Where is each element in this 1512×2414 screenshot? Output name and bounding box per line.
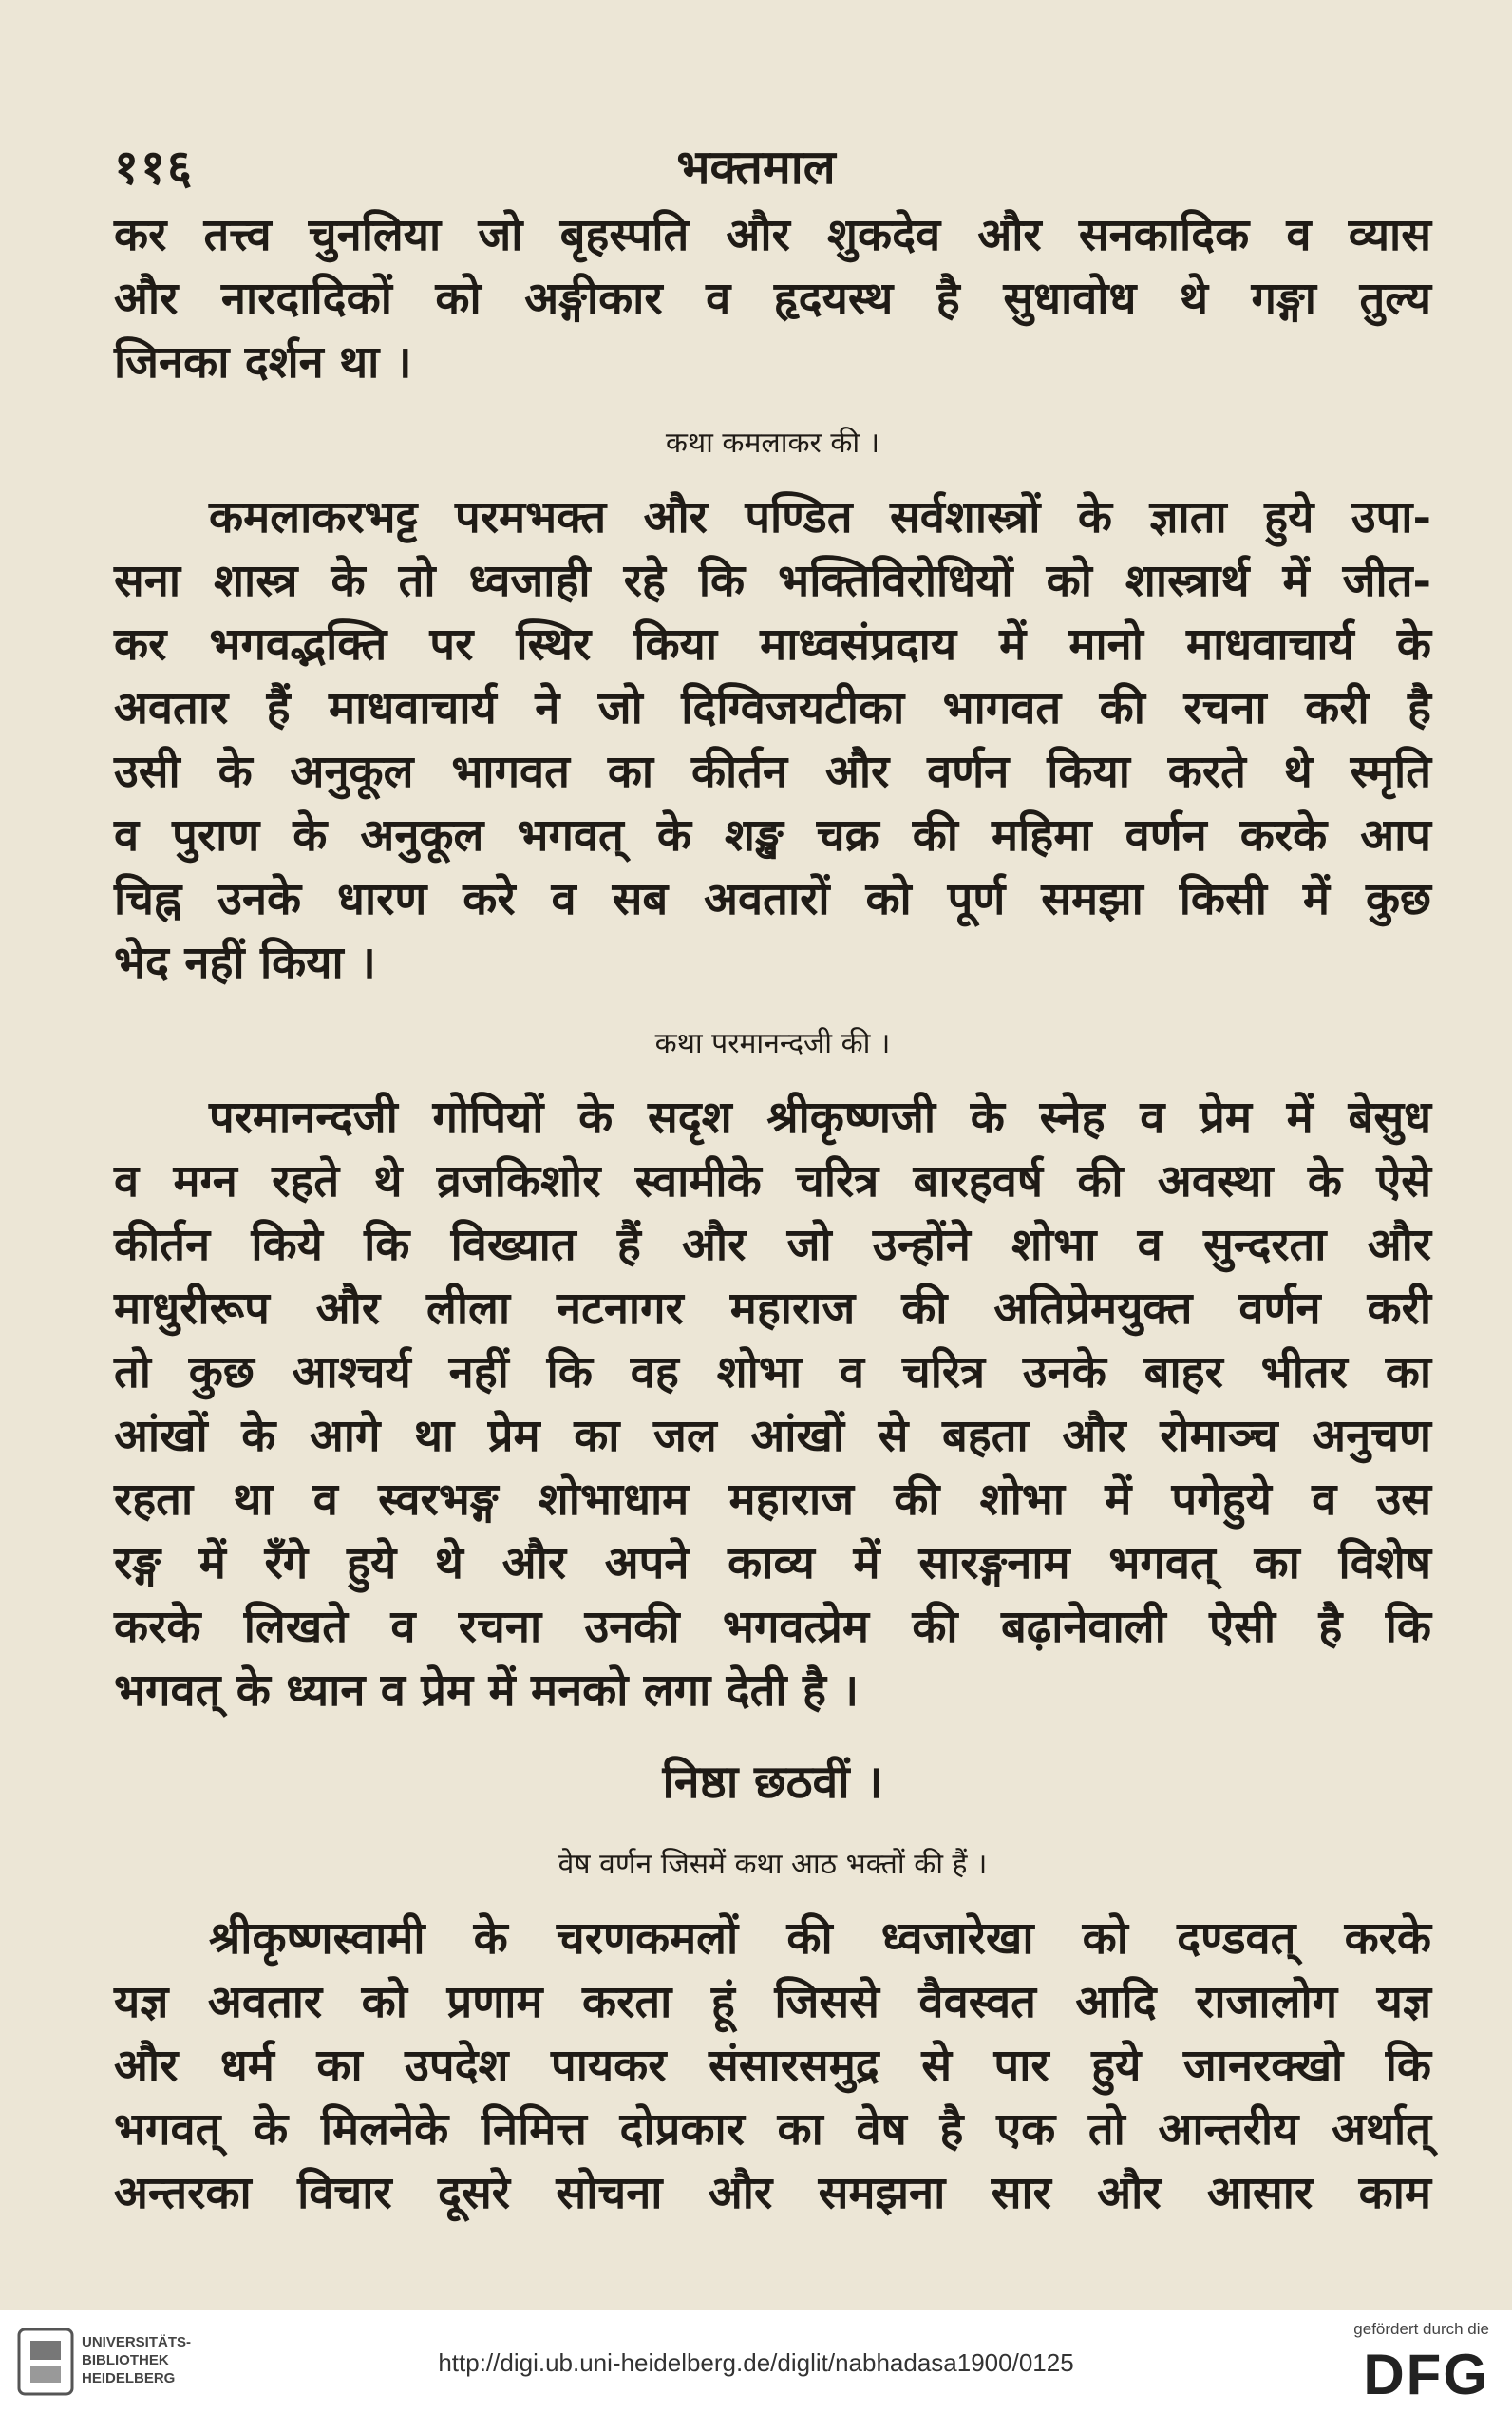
text-line: जिनका दर्शन था । (114, 336, 412, 389)
text-line: आंखों के आगे था प्रेम का जल आंखों से बहता और रोमाञ्च अनुचण (114, 1410, 1431, 1462)
text-line: व मग्न रहते थे व्रजकिशोर स्वामीके चरित्र बारहवर्ष की अवस्था के ऐसे (114, 1155, 1431, 1207)
text-line: रहता था व स्वरभङ्ग शोभाधाम महाराज की शोभा में पगेहुये व उस (114, 1473, 1431, 1526)
text-line: और धर्म का उपदेश पायकर संसारसमुद्र से पार हुये जानरक्खो कि (114, 2040, 1431, 2092)
text-line: परमानन्दजी गोपियों के सदृश श्रीकृष्णजी के स्नेह व प्रेम में बेसुध (209, 1092, 1431, 1144)
text-line: माधुरीरूप और लीला नटनागर महाराज की अतिप्रेमयुक्त वर्णन करी (114, 1283, 1431, 1335)
text-line: अवतार हैं माधवाचार्य ने जो दिग्विजयटीका भागवत की रचना करी है (114, 682, 1431, 734)
text-line: व पुराण के अनुकूल भगवत् के शङ्ख चक्र की महिमा वर्णन करके आप (114, 809, 1431, 862)
page-number: ११६ (114, 139, 194, 195)
text-line: श्रीकृष्णस्वामी के चरणकमलों की ध्वजारेखा को दण्डवत् करके (209, 1912, 1431, 1965)
text-line: तो कुछ आश्चर्य नहीं कि वह शोभा व चरित्र उनके बाहर भीतर का (114, 1346, 1431, 1398)
permalink-url[interactable]: http://digi.ub.uni-heidelberg.de/diglit/nabhadasa1900/0125 (438, 2348, 1074, 2377)
chapter-subheading: वेष वर्णन जिसमें कथा आठ भक्तों की हैं । (558, 1848, 988, 1881)
chapter-heading: निष्ठा छठवीं । (662, 1756, 883, 1809)
section-heading-paramanand: कथा परमानन्दजी की । (654, 1027, 891, 1060)
paragraph-kamalakar (114, 485, 1431, 995)
dfg-logo: DFG (1363, 2343, 1489, 2406)
text-line: करके लिखते व रचना उनकी भगवत्प्रेम की बढ़ानेवाली ऐसी है कि (114, 1601, 1431, 1653)
text-line: अन्तरका विचार दूसरे सोचना और समझना सार और आसार काम (114, 2167, 1431, 2219)
library-name-line: BIBLIOTHEK (82, 2352, 169, 2368)
text-line: यज्ञ अवतार को प्रणाम करता हूं जिससे वैवस्वत आदि राजालोग यज्ञ (114, 1976, 1431, 2028)
text-line: भेद नहीं किया । (114, 937, 376, 989)
paragraph-krishnaswami (114, 1907, 1431, 2225)
text-line: और नारदादिकों को अङ्गीकार व हृदयस्थ है सुधावोध थे गङ्गा तुल्य (114, 273, 1431, 325)
text-line: कीर्तन किये कि विख्यात हैं और जो उन्होंने शोभा व सुन्दरता और (114, 1219, 1431, 1271)
text-line: कमलाकरभट्ट परमभक्त और पण्डित सर्वशास्त्रों के ज्ञाता हुये उपा- (209, 491, 1431, 543)
funding-note: gefördert durch die (1353, 2320, 1489, 2338)
viewer-footer (0, 2310, 1512, 2414)
text-line: सना शास्त्र के तो ध्वजाही रहे कि भक्तिविरोधियों को शास्त्रार्थ में जीत- (114, 555, 1431, 607)
text-line: कर तत्त्व चुनलिया जो बृहस्पति और शुकदेव और सनकादिक व व्यास (114, 209, 1431, 261)
library-name-line: UNIVERSITÄTS- (82, 2334, 192, 2350)
text-line: भगवत् के मिलनेके निमित्त दोप्रकार का वेष है एक तो आन्तरीय अर्थात् (114, 2103, 1431, 2156)
paragraph-paramanand (114, 1086, 1431, 1722)
text-line: चिह्न उनके धारण करे व सब अवतारों को पूर्ण समझा किसी में कुछ (114, 873, 1431, 925)
text-line: रङ्ग में रँगे हुये थे और अपने काव्य में सारङ्गनाम भगवत् का विशेष (114, 1537, 1431, 1589)
paragraph-continuation (114, 203, 1431, 394)
section-heading-kamalakar: कथा कमलाकर की । (665, 427, 880, 460)
text-line: भगवत् के ध्यान व प्रेम में मनको लगा देती है । (114, 1664, 860, 1717)
text-line: उसी के अनुकूल भागवत का कीर्तन और वर्णन किया करते थे स्मृति (114, 746, 1431, 798)
text-line: कर भगवद्भक्ति पर स्थिर किया माध्वसंप्रदाय में मानो माधवाचार्य के (114, 618, 1431, 671)
library-name-line: HEIDELBERG (82, 2370, 176, 2386)
running-title: भक्तमाल (676, 139, 836, 195)
